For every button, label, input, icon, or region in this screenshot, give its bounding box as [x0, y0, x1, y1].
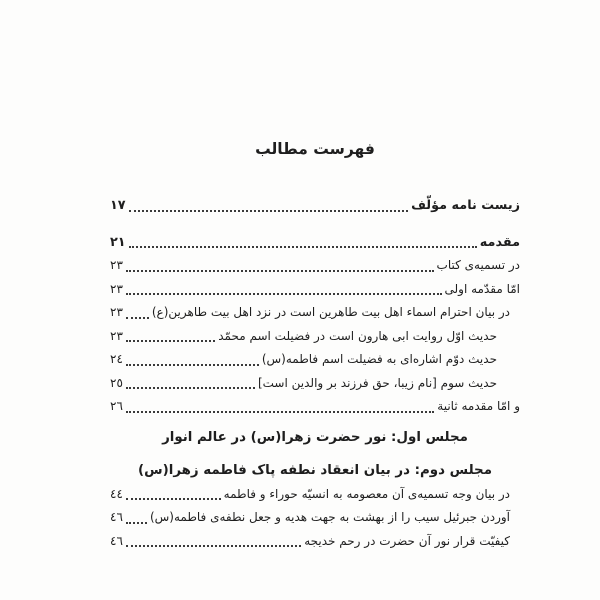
leader-dots [126, 317, 149, 319]
leader-dots [126, 340, 215, 342]
toc-entry-page-number: ٢٣ [110, 258, 123, 272]
toc-entry [110, 278, 520, 302]
toc-entry [110, 395, 520, 419]
leader-dots [126, 270, 434, 272]
toc-entry [110, 325, 520, 349]
toc-entry-page-number: ٢٤ [110, 352, 123, 366]
toc-entry-title: در بیان وجه تسمیه‌ی آن معصومه به انسیّه حوراء و فاطمه [223, 486, 510, 501]
toc-entry [110, 194, 520, 218]
toc-entry-page-number: ٢٣ [110, 305, 123, 319]
toc-entry-page-number: ٤٦ [110, 533, 123, 548]
toc-section-heading-text: مجلس دوم: در بیان انعقاد نطفه پاک فاطمه زهرا(س) [138, 462, 492, 478]
leader-dots [129, 246, 477, 248]
toc-entry-page-number: ٢١ [110, 234, 126, 250]
toc-entry-title: امّا مقدّمه اولی [444, 281, 520, 296]
toc-list [110, 194, 520, 553]
toc-entry-page-number: ٢٣ [110, 328, 123, 343]
toc-entry-title: در تسمیه‌ی کتاب [436, 258, 520, 272]
leader-dots [126, 522, 147, 524]
toc-entry-page-number: ١٧ [110, 198, 126, 213]
toc-section-heading [110, 459, 520, 483]
toc-entry-page-number: ٢٦ [110, 399, 123, 413]
leader-dots [126, 411, 434, 413]
leader-dots [126, 545, 301, 547]
toc-entry-title: در بیان احترام اسماء اهل بیت طاهرین است در نزد اهل بیت طاهرین(ع) [151, 305, 510, 319]
toc-entry [110, 231, 520, 255]
toc-entry-page-number: ٢٣ [110, 281, 123, 296]
toc-entry [110, 530, 520, 554]
toc-entry [110, 483, 520, 507]
toc-entry [110, 348, 520, 372]
leader-dots [126, 293, 442, 295]
toc-entry-title: و امّا مقدمه ثانیة [437, 399, 520, 413]
leader-dots [126, 364, 259, 366]
toc-section-heading [110, 426, 520, 450]
toc-entry-title: حدیث اوّل روایت ابی هارون است در فضیلت اسم محمّد [218, 328, 497, 343]
toc-entry-page-number: ٢٥ [110, 375, 123, 390]
toc-entry-title: حدیث دوّم اشاره‌ای به فضیلت اسم فاطمه(س) [261, 352, 497, 366]
toc-entry [110, 254, 520, 278]
toc-entry [110, 372, 520, 396]
leader-dots [126, 498, 221, 500]
toc-entry-title: آوردن جبرئیل سیب را از بهشت به جهت هدیه و جعل نطفه‌ی فاطمه(س) [149, 510, 510, 524]
toc-entry-title: زیست نامه مؤلّف [411, 198, 520, 213]
toc-entry-title: کیفیّت قرار نور آن حضرت در رحم خدیجه [304, 533, 510, 548]
toc-entry-title: مقدمه [479, 234, 520, 250]
toc-entry [110, 301, 520, 325]
page-title: فهرست مطالب [255, 140, 375, 158]
toc-entry [110, 506, 520, 530]
toc-section-heading-text: مجلس اول: نور حضرت زهرا(س) در عالم انوار [162, 429, 468, 445]
leader-dots [126, 387, 255, 389]
toc-entry-page-number: ٤٤ [110, 486, 123, 501]
toc-entry-page-number: ٤٦ [110, 510, 123, 524]
toc-entry-title: حدیث سوم [نام زیبا، حق فرزند بر والدین است] [257, 375, 497, 390]
leader-dots [129, 210, 408, 212]
